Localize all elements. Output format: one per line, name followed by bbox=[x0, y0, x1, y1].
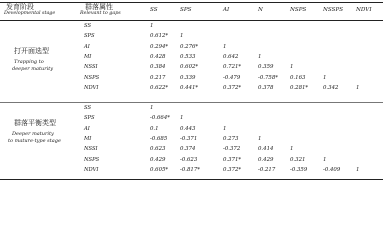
group-stage-en: deeper maturity bbox=[12, 66, 54, 72]
row-label: NDVI bbox=[84, 84, 99, 91]
table-cell: 0.273 bbox=[223, 135, 239, 142]
table-cell: 1 bbox=[258, 135, 262, 142]
header-trait-zh: 群落属性 bbox=[85, 3, 113, 11]
table-cell: 0.443 bbox=[180, 125, 196, 132]
row-label: NSPS bbox=[84, 156, 100, 163]
table-cell: 0.429 bbox=[258, 156, 274, 163]
header-rule bbox=[0, 20, 383, 21]
group-divider bbox=[0, 102, 383, 103]
table-cell: 1 bbox=[180, 33, 184, 40]
table-cell: 1 bbox=[323, 74, 327, 81]
table-cell: 0.321 bbox=[290, 156, 306, 163]
table-cell: 0.374 bbox=[180, 146, 196, 153]
table-cell: 0.1 bbox=[150, 125, 159, 132]
table-cell: -0.217 bbox=[258, 166, 276, 173]
table-cell: 0.276* bbox=[180, 43, 199, 50]
table-cell: -0.359 bbox=[290, 166, 308, 173]
table-cell: 1 bbox=[356, 84, 360, 91]
table-cell: -0.623 bbox=[180, 156, 198, 163]
table-cell: 0.339 bbox=[180, 74, 196, 81]
table-cell: 0.163 bbox=[290, 74, 306, 81]
table-cell: 0.372* bbox=[223, 84, 242, 91]
table-cell: 1 bbox=[356, 166, 360, 173]
group-stage-zh: 打开面选型 bbox=[14, 47, 49, 55]
table-cell: 0.622* bbox=[150, 84, 169, 91]
table-cell: 0.372* bbox=[223, 166, 242, 173]
table-cell: 0.414 bbox=[258, 146, 274, 153]
table-cell: 0.217 bbox=[150, 74, 166, 81]
column-header: SPS bbox=[180, 7, 192, 13]
table-cell: 0.384 bbox=[150, 64, 166, 71]
column-header: NSPS bbox=[290, 7, 307, 13]
table-cell: 1 bbox=[323, 156, 327, 163]
table-cell: -0.685 bbox=[150, 135, 168, 142]
table-cell: 0.612* bbox=[150, 33, 169, 40]
table-cell: 0.371* bbox=[223, 156, 242, 163]
table-cell: 0.441* bbox=[180, 84, 199, 91]
row-label: NSSI bbox=[84, 64, 98, 71]
table-cell: 1 bbox=[150, 105, 154, 111]
top-rule bbox=[0, 2, 383, 3]
row-label: SS bbox=[84, 105, 92, 111]
table-cell: -0.758* bbox=[258, 74, 278, 81]
column-header: AI bbox=[223, 7, 230, 13]
table-cell: 1 bbox=[223, 43, 227, 50]
row-label: NSPS bbox=[84, 74, 100, 81]
table-cell: 0.428 bbox=[150, 53, 166, 60]
group-stage-en: to mature-type stage bbox=[8, 138, 61, 144]
header-stage-zh: 发育阶段 bbox=[6, 3, 34, 11]
header-stage-en: Developmental stage bbox=[4, 11, 56, 16]
group-stage-en: Deeper maturity bbox=[12, 131, 54, 137]
row-label: NDVI bbox=[84, 166, 99, 173]
table-cell: 0.602* bbox=[180, 64, 199, 71]
row-label: AI bbox=[84, 125, 90, 132]
group-stage-en: Trapping to bbox=[14, 59, 44, 65]
column-header: NDVI bbox=[356, 7, 372, 13]
table-cell: 0.378 bbox=[258, 84, 274, 91]
table-cell: -0.664* bbox=[150, 115, 170, 122]
table-cell: 0.533 bbox=[180, 53, 196, 60]
row-label: SPS bbox=[84, 115, 95, 122]
group-stage-zh: 群落平衡类型 bbox=[14, 119, 56, 127]
table-cell: 1 bbox=[180, 115, 184, 122]
table-cell: 1 bbox=[290, 64, 294, 71]
header-trait-en: Relevant to gaps bbox=[80, 11, 121, 16]
table-cell: 1 bbox=[223, 125, 227, 132]
table-cell: 0.429 bbox=[150, 156, 166, 163]
table-cell: 0.281* bbox=[290, 84, 309, 91]
table-cell: -0.479 bbox=[223, 74, 241, 81]
bottom-rule bbox=[0, 179, 383, 180]
table-cell: -0.817* bbox=[180, 166, 200, 173]
column-header: SS bbox=[150, 7, 158, 13]
row-label: MI bbox=[84, 53, 92, 60]
table-cell: 1 bbox=[150, 23, 154, 29]
table-cell: 1 bbox=[290, 146, 294, 153]
row-label: SS bbox=[84, 23, 92, 29]
table-cell: 0.342 bbox=[323, 84, 339, 91]
table-cell: 0.623 bbox=[150, 146, 166, 153]
row-label: MI bbox=[84, 135, 92, 142]
row-label: SPS bbox=[84, 33, 95, 40]
table-cell: 0.294* bbox=[150, 43, 169, 50]
row-label: AI bbox=[84, 43, 90, 50]
table-cell: 0.721* bbox=[223, 64, 242, 71]
column-header: NSSPS bbox=[323, 7, 344, 13]
column-header: N bbox=[258, 7, 263, 13]
row-label: NSSI bbox=[84, 146, 98, 153]
table-cell: -0.372 bbox=[223, 146, 241, 153]
table-cell: 1 bbox=[258, 53, 262, 60]
table-cell: 0.642 bbox=[223, 53, 239, 60]
table-cell: -0.371 bbox=[180, 135, 198, 142]
table-cell: 0.605* bbox=[150, 166, 169, 173]
table-cell: -0.409 bbox=[323, 166, 341, 173]
table-cell: 0.359 bbox=[258, 64, 274, 71]
